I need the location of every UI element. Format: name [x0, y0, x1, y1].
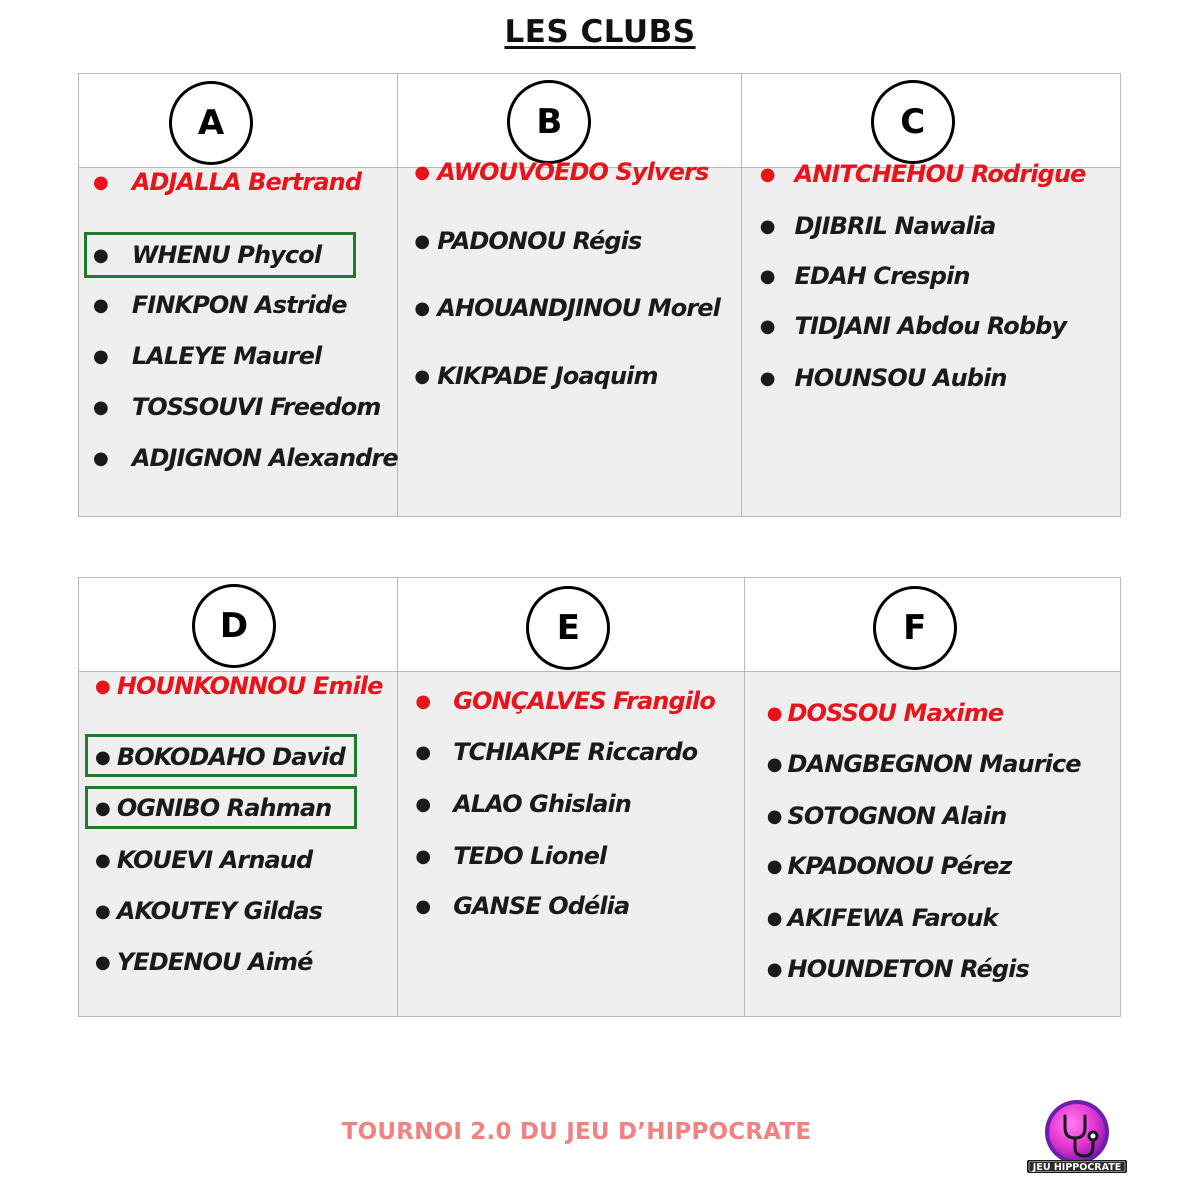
club-letter-badge: C [871, 80, 955, 164]
jeu-hippocrate-logo [1025, 1098, 1129, 1176]
club-member [414, 293, 720, 323]
club-members [398, 158, 740, 516]
club-c [742, 74, 1120, 516]
club-member [760, 311, 1066, 341]
bullet-icon: ● [759, 367, 775, 389]
club-leader [760, 159, 1086, 189]
bullet-icon: ● [95, 675, 110, 697]
member-name: DOSSOU Maxime [787, 699, 1004, 727]
club-member [767, 749, 1081, 779]
club-member [95, 947, 313, 977]
club-leader [414, 157, 708, 187]
club-e [398, 578, 744, 1016]
member-name: ANITCHEHOU Rodrigue [794, 160, 1086, 188]
club-member [93, 341, 321, 371]
club-member [95, 845, 312, 875]
member-name: ADJIGNON Alexandre [131, 444, 398, 472]
bullet-icon: ● [766, 702, 782, 724]
bullet-icon: ● [766, 907, 782, 929]
member-name: GANSE Odélia [453, 892, 630, 920]
bullet-icon: ● [95, 900, 110, 922]
page-title: LES CLUBS [504, 14, 696, 50]
member-name: KIKPADE Joaquim [437, 362, 658, 390]
member-name: LALEYE Maurel [131, 342, 322, 370]
member-name: BOKODAHO David [116, 743, 345, 771]
bullet-icon: ● [759, 163, 775, 185]
bullet-icon: ● [93, 345, 108, 367]
club-member [760, 363, 1007, 393]
member-name: AHOUANDJINOU Morel [437, 294, 720, 322]
club-member [414, 361, 657, 391]
bullet-icon: ● [766, 958, 782, 980]
club-member [415, 789, 631, 819]
club-b [398, 74, 741, 516]
member-name: TEDO Lionel [453, 842, 607, 870]
tournament-footer: TOURNOI 2.0 DU JEU D’HIPPOCRATE [341, 1119, 812, 1145]
club-letter-badge: D [192, 584, 276, 668]
club-header [398, 74, 740, 168]
member-name: DANGBEGNON Maurice [787, 750, 1081, 778]
member-name: YEDENOU Aimé [116, 948, 313, 976]
bullet-icon: ● [766, 753, 782, 775]
bullet-icon: ● [95, 951, 110, 973]
bullet-icon: ● [766, 855, 782, 877]
bullet-icon: ● [414, 365, 430, 387]
bullet-icon: ● [414, 297, 430, 319]
bullet-icon: ● [415, 741, 431, 763]
club-header [79, 74, 397, 168]
bullet-icon: ● [95, 849, 110, 871]
club-member [767, 954, 1029, 984]
bullet-icon: ● [414, 230, 430, 252]
club-member [767, 903, 998, 933]
member-name: HOUNKONNOU Emile [116, 672, 383, 700]
member-name: HOUNDETON Régis [787, 955, 1029, 983]
club-members [398, 672, 743, 1016]
club-members [742, 160, 1120, 516]
club-letter-badge: A [169, 81, 253, 165]
bullet-icon: ● [95, 746, 110, 768]
member-name: KOUEVI Arnaud [116, 846, 313, 874]
member-name: AKIFEWA Farouk [787, 904, 998, 932]
club-header [79, 578, 397, 672]
bullet-icon: ● [759, 315, 775, 337]
club-letter-badge: B [507, 80, 591, 164]
bullet-icon: ● [415, 895, 431, 917]
club-letter-badge: F [873, 586, 957, 670]
club-leader [95, 671, 383, 701]
club-header [745, 578, 1120, 672]
member-name: GONÇALVES Frangilo [453, 687, 715, 715]
clubs-table-top [78, 73, 1121, 517]
club-member [93, 240, 321, 270]
club-member [415, 737, 697, 767]
club-header [742, 74, 1120, 168]
club-member [414, 226, 641, 256]
member-name: FINKPON Astride [131, 291, 347, 319]
club-members [79, 168, 397, 516]
club-f [745, 578, 1120, 1016]
club-member [415, 891, 629, 921]
bullet-icon: ● [414, 161, 430, 183]
club-members [79, 672, 397, 1016]
bullet-icon: ● [93, 294, 108, 316]
member-name: AWOUVOEDO Sylvers [437, 158, 709, 186]
member-name: TIDJANI Abdou Robby [794, 312, 1067, 340]
member-name: DJIBRIL Nawalia [794, 212, 996, 240]
club-member [93, 392, 380, 422]
bullet-icon: ● [415, 845, 431, 867]
club-member [95, 793, 331, 823]
club-members [745, 672, 1120, 1016]
member-name: HOUNSOU Aubin [794, 364, 1007, 392]
bullet-icon: ● [93, 396, 108, 418]
bullet-icon: ● [759, 265, 775, 287]
bullet-icon: ● [93, 447, 108, 469]
bullet-icon: ● [415, 793, 431, 815]
member-name: TCHIAKPE Riccardo [453, 738, 698, 766]
club-member [93, 290, 347, 320]
member-name: EDAH Crespin [794, 262, 970, 290]
club-d [79, 578, 398, 1016]
club-leader [93, 167, 361, 197]
club-leader [415, 686, 715, 716]
club-a [79, 74, 398, 516]
member-name: TOSSOUVI Freedom [131, 393, 381, 421]
club-header [398, 578, 743, 672]
club-leader [767, 698, 1003, 728]
club-member [760, 261, 970, 291]
bullet-icon: ● [93, 244, 108, 266]
club-member [415, 841, 606, 871]
member-name: OGNIBO Rahman [116, 794, 332, 822]
bullet-icon: ● [93, 171, 108, 193]
member-name: WHENU Phycol [131, 241, 322, 269]
member-name: KPADONOU Pérez [787, 852, 1012, 880]
bullet-icon: ● [415, 690, 431, 712]
clubs-table-bottom [78, 577, 1121, 1017]
club-member [95, 742, 345, 772]
member-name: AKOUTEY Gildas [116, 897, 323, 925]
logo-text: JEU HIPPOCRATE [1032, 1162, 1122, 1173]
club-member [93, 443, 398, 473]
club-letter-badge: E [526, 586, 610, 670]
bullet-icon: ● [766, 805, 782, 827]
member-name: SOTOGNON Alain [787, 802, 1007, 830]
bullet-icon: ● [759, 215, 775, 237]
member-name: ADJALLA Bertrand [131, 168, 362, 196]
club-member [767, 801, 1007, 831]
club-member [95, 896, 322, 926]
club-member [767, 851, 1012, 881]
club-member [760, 211, 996, 241]
member-name: PADONOU Régis [437, 227, 642, 255]
bullet-icon: ● [95, 797, 110, 819]
member-name: ALAO Ghislain [453, 790, 631, 818]
